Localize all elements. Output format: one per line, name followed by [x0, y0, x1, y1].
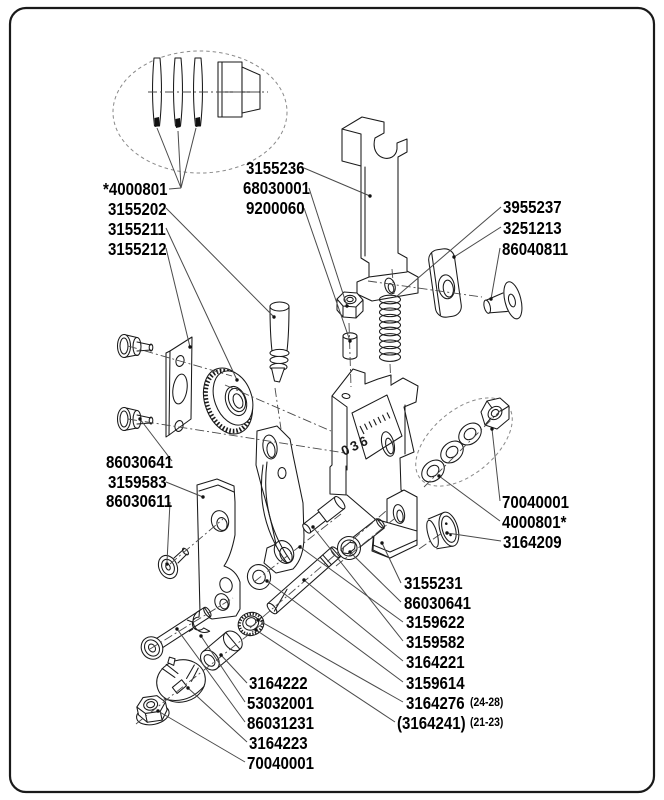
part-label-bushing-bottom: 3164222: [249, 673, 308, 693]
part-nut-70040001-right: [481, 398, 509, 429]
part-label-screw-small-left: 86030611: [106, 491, 173, 511]
part-label-nut-right: 70040001: [502, 492, 569, 512]
part-washers-4000801: [417, 419, 485, 487]
part-plunger-3155202: [270, 302, 289, 382]
part-screw-86030641-top: [118, 335, 153, 358]
part-label-e-clip: 53032001: [247, 693, 314, 713]
part-label-flange-nut-bottom: 70040001: [247, 753, 314, 773]
part-label-washers: 4000801*: [502, 512, 567, 532]
part-label-needle-set: *4000801: [103, 179, 168, 199]
part-bushing-3164209: [423, 510, 462, 552]
part-bracket-3155236: [342, 117, 418, 301]
part-mount-plate-3155212: [166, 337, 192, 437]
part-lever-3159622: [256, 426, 304, 573]
part-label-lever-left: 3159583: [108, 472, 167, 492]
part-label-plunger: 3155202: [108, 199, 167, 219]
part-label-collar: 3164276: [406, 693, 465, 713]
part-label-hex-nut-small: 68030001: [243, 178, 310, 198]
part-label-cover-plate: 3251213: [503, 218, 562, 238]
part-label-pin-sleeve: 9200060: [246, 198, 305, 218]
part-label-step-pin: 3159582: [406, 632, 465, 652]
part-label-screw-pair-left: 86030641: [106, 452, 173, 472]
part-label-bushing-right: 3164209: [503, 532, 562, 552]
part-label-ring: 3159614: [406, 673, 465, 693]
part-label-collar-note: (24-28): [470, 697, 504, 709]
part-label-bracket: 3155236: [246, 158, 305, 178]
block-scale-marking: 036: [338, 432, 373, 459]
part-label-lever-right: 3159622: [406, 612, 465, 632]
part-needle-clamp: [218, 62, 260, 117]
part-label-mount-plate: 3155212: [108, 239, 167, 259]
part-knurled-wheel-3155211: [195, 361, 261, 441]
part-lever-3159583: [197, 479, 240, 619]
part-label-flat-screw: 86040811: [502, 239, 569, 259]
part-screw-86040811: [480, 280, 526, 326]
part-label-shaft: 3164221: [406, 652, 465, 672]
part-label-cap-screw-bottom: 86031231: [247, 713, 314, 733]
part-needle-set: [153, 58, 203, 128]
part-plate-3251213: [427, 248, 462, 319]
part-label-knurled-wheel: 3155211: [108, 219, 166, 239]
part-label-collar-alt-note: (21-23): [470, 717, 504, 729]
part-label-cam-disc: 3164223: [249, 733, 308, 753]
part-screw-86030641-bottom: [118, 408, 153, 431]
part-label-main-block: 3155231: [404, 573, 463, 593]
part-label-collar-alt: (3164241): [397, 713, 466, 733]
part-label-screw-right: 86030641: [404, 593, 471, 613]
part-spring-3955237: [380, 295, 401, 361]
part-label-spring: 3955237: [503, 197, 562, 217]
